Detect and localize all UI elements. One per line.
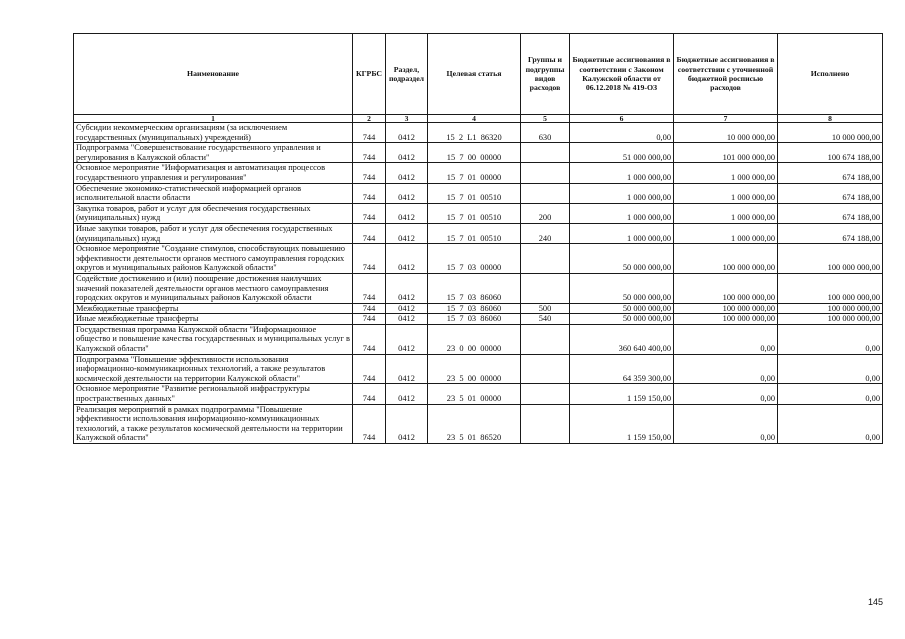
row-section: 0412 xyxy=(386,123,428,143)
header-kgrbs: КГРБС xyxy=(353,34,386,115)
row-kgrbs: 744 xyxy=(353,404,386,443)
table-row xyxy=(74,223,883,243)
row-group xyxy=(521,354,570,384)
row-budget-refined: 100 000 000,00 xyxy=(674,244,778,274)
header-executed: Исполнено xyxy=(778,34,883,115)
row-budget-refined: 100 000 000,00 xyxy=(674,273,778,303)
row-name: Государственная программа Калужской области "Информационное общество и повышение качества государственных и муниципальных услуг в Калужской области" xyxy=(74,324,353,354)
row-group xyxy=(521,163,570,183)
row-budget-refined: 100 000 000,00 xyxy=(674,314,778,325)
row-name: Основное мероприятие "Информатизация и автоматизация процессов государственного управления и регулирования" xyxy=(74,163,353,183)
table-row xyxy=(74,324,883,354)
column-number: 5 xyxy=(521,115,570,123)
header-name: Наименование xyxy=(74,34,353,115)
row-budget-law: 50 000 000,00 xyxy=(570,303,674,314)
row-target: 15 7 01 00510 xyxy=(428,223,521,243)
column-number: 8 xyxy=(778,115,883,123)
table-row xyxy=(74,303,883,314)
row-executed: 100 674 188,00 xyxy=(778,143,883,163)
row-name: Иные межбюджетные трансферты xyxy=(74,314,353,325)
table-row xyxy=(74,354,883,384)
row-name: Основное мероприятие "Создание стимулов, способствующих повышению эффективности деятельности органов местного самоуправления городских округов и муниципальных районов Калужской области" xyxy=(74,244,353,274)
row-budget-law: 50 000 000,00 xyxy=(570,273,674,303)
row-budget-law: 1 000 000,00 xyxy=(570,203,674,223)
row-budget-law: 1 000 000,00 xyxy=(570,163,674,183)
row-section: 0412 xyxy=(386,303,428,314)
table-row xyxy=(74,143,883,163)
row-executed: 674 188,00 xyxy=(778,183,883,203)
page-number: 145 xyxy=(868,597,884,607)
row-kgrbs: 744 xyxy=(353,314,386,325)
row-group: 540 xyxy=(521,314,570,325)
row-executed: 674 188,00 xyxy=(778,163,883,183)
row-kgrbs: 744 xyxy=(353,143,386,163)
row-group xyxy=(521,183,570,203)
row-executed: 0,00 xyxy=(778,384,883,404)
column-number: 6 xyxy=(570,115,674,123)
row-group xyxy=(521,273,570,303)
row-executed: 0,00 xyxy=(778,404,883,443)
row-section: 0412 xyxy=(386,324,428,354)
row-target: 23 0 00 00000 xyxy=(428,324,521,354)
row-executed: 0,00 xyxy=(778,324,883,354)
row-budget-law: 1 159 150,00 xyxy=(570,404,674,443)
column-number: 4 xyxy=(428,115,521,123)
header-budget-refined: Бюджетные ассигнования в соответствии с уточненной бюджетной росписью расходов xyxy=(674,34,778,115)
row-name: Закупка товаров, работ и услуг для обеспечения государственных (муниципальных) нужд xyxy=(74,203,353,223)
row-budget-refined: 1 000 000,00 xyxy=(674,163,778,183)
row-kgrbs: 744 xyxy=(353,324,386,354)
row-budget-law: 64 359 300,00 xyxy=(570,354,674,384)
row-kgrbs: 744 xyxy=(353,163,386,183)
row-target: 15 7 03 00000 xyxy=(428,244,521,274)
row-group xyxy=(521,384,570,404)
header-group: Группы и подгруппы видов расходов xyxy=(521,34,570,115)
row-section: 0412 xyxy=(386,354,428,384)
row-target: 23 5 01 00000 xyxy=(428,384,521,404)
row-name: Иные закупки товаров, работ и услуг для обеспечения государственных (муниципальных) нужд xyxy=(74,223,353,243)
budget-table xyxy=(73,33,883,444)
row-kgrbs: 744 xyxy=(353,384,386,404)
row-kgrbs: 744 xyxy=(353,183,386,203)
row-group: 630 xyxy=(521,123,570,143)
row-budget-law: 1 000 000,00 xyxy=(570,183,674,203)
row-section: 0412 xyxy=(386,404,428,443)
row-group: 240 xyxy=(521,223,570,243)
row-executed: 10 000 000,00 xyxy=(778,123,883,143)
row-executed: 100 000 000,00 xyxy=(778,244,883,274)
row-target: 23 5 00 00000 xyxy=(428,354,521,384)
row-kgrbs: 744 xyxy=(353,203,386,223)
row-section: 0412 xyxy=(386,314,428,325)
row-group xyxy=(521,404,570,443)
table-row xyxy=(74,273,883,303)
row-budget-refined: 1 000 000,00 xyxy=(674,203,778,223)
row-section: 0412 xyxy=(386,203,428,223)
row-name: Обеспечение экономико-статистической информацией органов исполнительной власти области xyxy=(74,183,353,203)
row-section: 0412 xyxy=(386,244,428,274)
row-target: 23 5 01 86520 xyxy=(428,404,521,443)
row-kgrbs: 744 xyxy=(353,244,386,274)
row-group: 200 xyxy=(521,203,570,223)
row-executed: 100 000 000,00 xyxy=(778,273,883,303)
row-name: Подпрограмма "Повышение эффективности использования информационно-коммуникационных технологий, а также результатов космической деятельности на территории Калужской области" xyxy=(74,354,353,384)
table-row xyxy=(74,203,883,223)
row-kgrbs: 744 xyxy=(353,123,386,143)
row-executed: 100 000 000,00 xyxy=(778,303,883,314)
table-row xyxy=(74,404,883,443)
column-number: 3 xyxy=(386,115,428,123)
row-budget-refined: 100 000 000,00 xyxy=(674,303,778,314)
table-row xyxy=(74,384,883,404)
row-budget-law: 1 000 000,00 xyxy=(570,223,674,243)
table-row xyxy=(74,123,883,143)
row-kgrbs: 744 xyxy=(353,354,386,384)
row-name: Подпрограмма "Совершенствование государственного управления и регулирования в Калужской области" xyxy=(74,143,353,163)
row-kgrbs: 744 xyxy=(353,223,386,243)
header-target: Целевая статья xyxy=(428,34,521,115)
row-target: 15 7 03 86060 xyxy=(428,314,521,325)
table-row xyxy=(74,314,883,325)
row-group xyxy=(521,324,570,354)
row-budget-refined: 1 000 000,00 xyxy=(674,183,778,203)
row-budget-law: 50 000 000,00 xyxy=(570,314,674,325)
row-budget-law: 1 159 150,00 xyxy=(570,384,674,404)
row-section: 0412 xyxy=(386,384,428,404)
row-budget-law: 51 000 000,00 xyxy=(570,143,674,163)
row-kgrbs: 744 xyxy=(353,303,386,314)
row-target: 15 7 01 00000 xyxy=(428,163,521,183)
row-group xyxy=(521,244,570,274)
row-budget-law: 50 000 000,00 xyxy=(570,244,674,274)
row-budget-refined: 1 000 000,00 xyxy=(674,223,778,243)
row-target: 15 7 01 00510 xyxy=(428,183,521,203)
row-budget-law: 0,00 xyxy=(570,123,674,143)
column-number: 2 xyxy=(353,115,386,123)
header-budget-law: Бюджетные ассигнования в соответствии с Законом Калужской области от 06.12.2018 № 419-ОЗ xyxy=(570,34,674,115)
row-section: 0412 xyxy=(386,183,428,203)
row-budget-refined: 0,00 xyxy=(674,354,778,384)
row-executed: 674 188,00 xyxy=(778,223,883,243)
row-executed: 0,00 xyxy=(778,354,883,384)
row-section: 0412 xyxy=(386,273,428,303)
row-name: Содействие достижению и (или) поощрение достижения наилучших значений показателей деятельности органов местного самоуправления городских округов и муниципальных районов Калужской области xyxy=(74,273,353,303)
table-row xyxy=(74,183,883,203)
row-target: 15 7 03 86060 xyxy=(428,303,521,314)
table-row xyxy=(74,163,883,183)
header-row xyxy=(74,34,883,115)
row-section: 0412 xyxy=(386,163,428,183)
row-budget-refined: 101 000 000,00 xyxy=(674,143,778,163)
table-row xyxy=(74,244,883,274)
row-budget-refined: 0,00 xyxy=(674,324,778,354)
column-number-row xyxy=(74,115,883,123)
row-target: 15 7 03 86060 xyxy=(428,273,521,303)
column-number: 1 xyxy=(74,115,353,123)
column-number: 7 xyxy=(674,115,778,123)
row-section: 0412 xyxy=(386,143,428,163)
row-name: Реализация мероприятий в рамках подпрограммы "Повышение эффективности использования информационно-коммуникационных технологий, а также результатов космической деятельности на территории Калужской области" xyxy=(74,404,353,443)
header-section: Раздел, подраздел xyxy=(386,34,428,115)
row-budget-law: 360 640 400,00 xyxy=(570,324,674,354)
row-target: 15 7 01 00510 xyxy=(428,203,521,223)
row-name: Основное мероприятие "Развитие региональной инфраструктуры пространственных данных" xyxy=(74,384,353,404)
row-target: 15 2 L1 86320 xyxy=(428,123,521,143)
row-group xyxy=(521,143,570,163)
row-budget-refined: 10 000 000,00 xyxy=(674,123,778,143)
row-target: 15 7 00 00000 xyxy=(428,143,521,163)
row-kgrbs: 744 xyxy=(353,273,386,303)
row-name: Межбюджетные трансферты xyxy=(74,303,353,314)
row-budget-refined: 0,00 xyxy=(674,404,778,443)
row-executed: 100 000 000,00 xyxy=(778,314,883,325)
row-name: Субсидии некоммерческим организациям (за исключением государственных (муниципальных) учреждений) xyxy=(74,123,353,143)
row-section: 0412 xyxy=(386,223,428,243)
row-budget-refined: 0,00 xyxy=(674,384,778,404)
row-executed: 674 188,00 xyxy=(778,203,883,223)
row-group: 500 xyxy=(521,303,570,314)
